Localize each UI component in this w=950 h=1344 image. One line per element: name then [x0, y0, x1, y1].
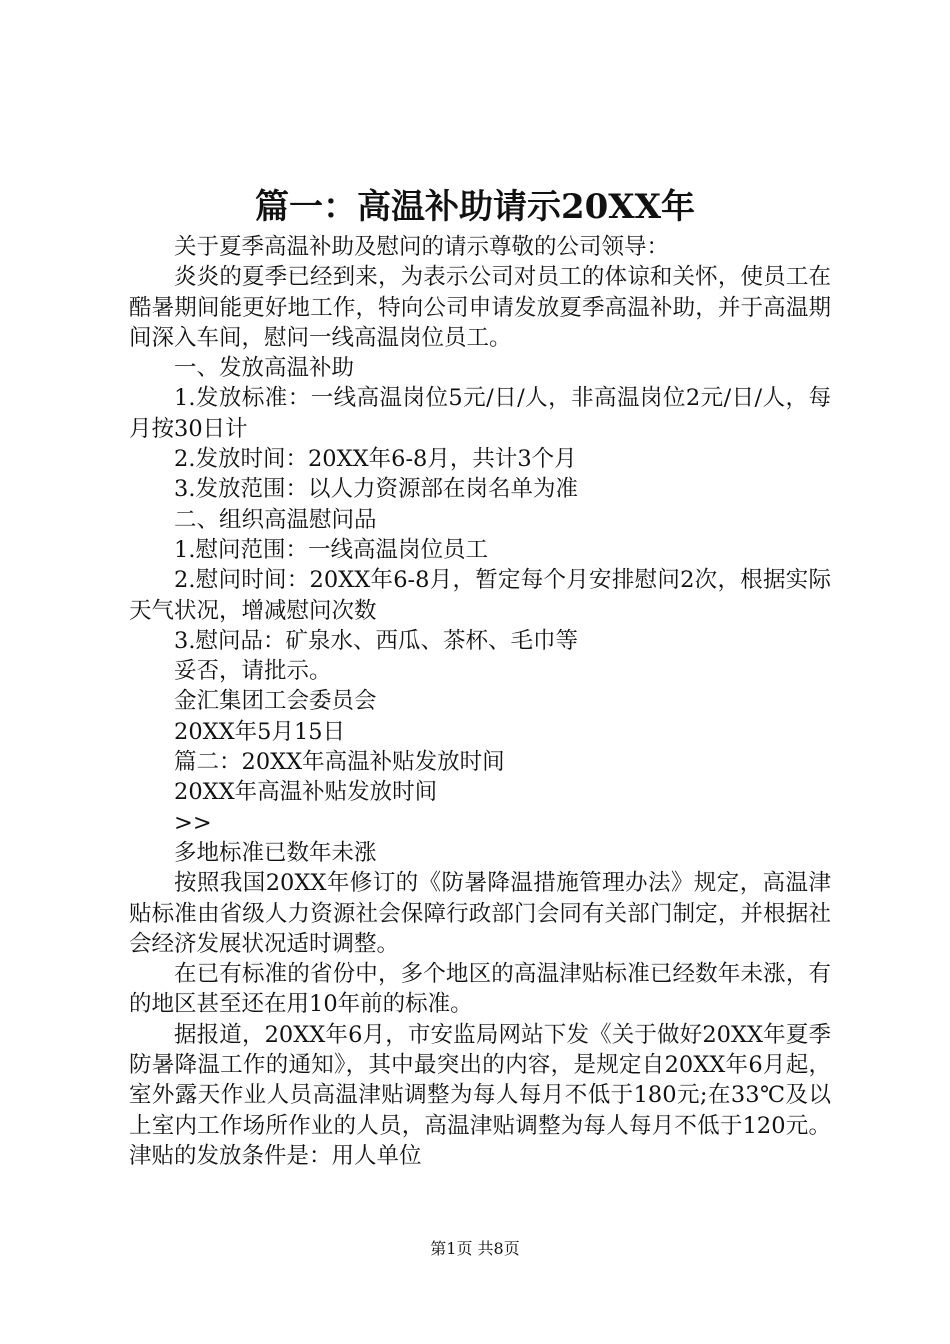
paragraph: 2.发放时间：20XX年6-8月，共计3个月 — [174, 446, 577, 473]
paragraph: 妥否，请批示。 — [174, 658, 332, 685]
paragraph: >> — [174, 809, 212, 836]
paragraph: 1.发放标准：一线高温岗位5元/日/人，非高温岗位2元/日/人，每月按30日计 — [129, 385, 831, 442]
paragraph: 多地标准已数年未涨 — [174, 839, 377, 866]
paragraph: 2.慰问时间：20XX年6-8月，暂定每个月安排慰问2次，根据实际天气状况，增减慰问次数 — [129, 567, 831, 624]
section-heading: 一、发放高温补助 — [174, 355, 355, 382]
page-title: 篇一：高温补助请示20XX年 — [254, 187, 696, 227]
paragraph: 3.慰问品：矿泉水、西瓜、茶杯、毛巾等 — [174, 627, 578, 654]
paragraph: 按照我国20XX年修订的《防暑降温措施管理办法》规定，高温津贴标准由省级人力资源社会保障行政部门会同有关部门制定，并根据社会经济发展状况适时调整。 — [129, 870, 831, 957]
paragraph: 炎炎的夏季已经到来，为表示公司对员工的体谅和关怀，使员工在酷暑期间能更好地工作，特向公司申请发放夏季高温补助，并于高温期间深入车间，慰问一线高温岗位员工。 — [129, 264, 831, 351]
section-heading: 篇二：20XX年高温补贴发放时间 — [174, 749, 505, 776]
page-footer: 第1页 共8页 — [430, 1239, 520, 1258]
signature-date: 20XX年5月15日 — [174, 718, 346, 745]
paragraph: 据报道，20XX年6月，市安监局网站下发《关于做好20XX年夏季防暑降温工作的通知》，其中最突出的内容，是规定自20XX年6月起，室外露天作业人员高温津贴调整为每人每月不低于180元;在33℃及以上室内工作场所作业的人员，高温津贴调整为每人每月不低于120元。津贴的发放条件是：用人单位 — [129, 1021, 831, 1169]
paragraph: 关于夏季高温补助及慰问的请示尊敬的公司领导： — [174, 234, 670, 260]
paragraph: 1.慰问范围：一线高温岗位员工 — [174, 536, 488, 563]
section-heading: 二、组织高温慰问品 — [174, 506, 377, 533]
paragraph: 20XX年高温补贴发放时间 — [174, 779, 438, 806]
paragraph: 在已有标准的省份中，多个地区的高温津贴标准已经数年未涨，有的地区甚至还在用10年前的标准。 — [129, 961, 831, 1018]
paragraph: 3.发放范围：以人力资源部在岗名单为准 — [174, 476, 578, 503]
document-body — [129, 232, 831, 1171]
signature-org: 金汇集团工会委员会 — [174, 688, 377, 715]
